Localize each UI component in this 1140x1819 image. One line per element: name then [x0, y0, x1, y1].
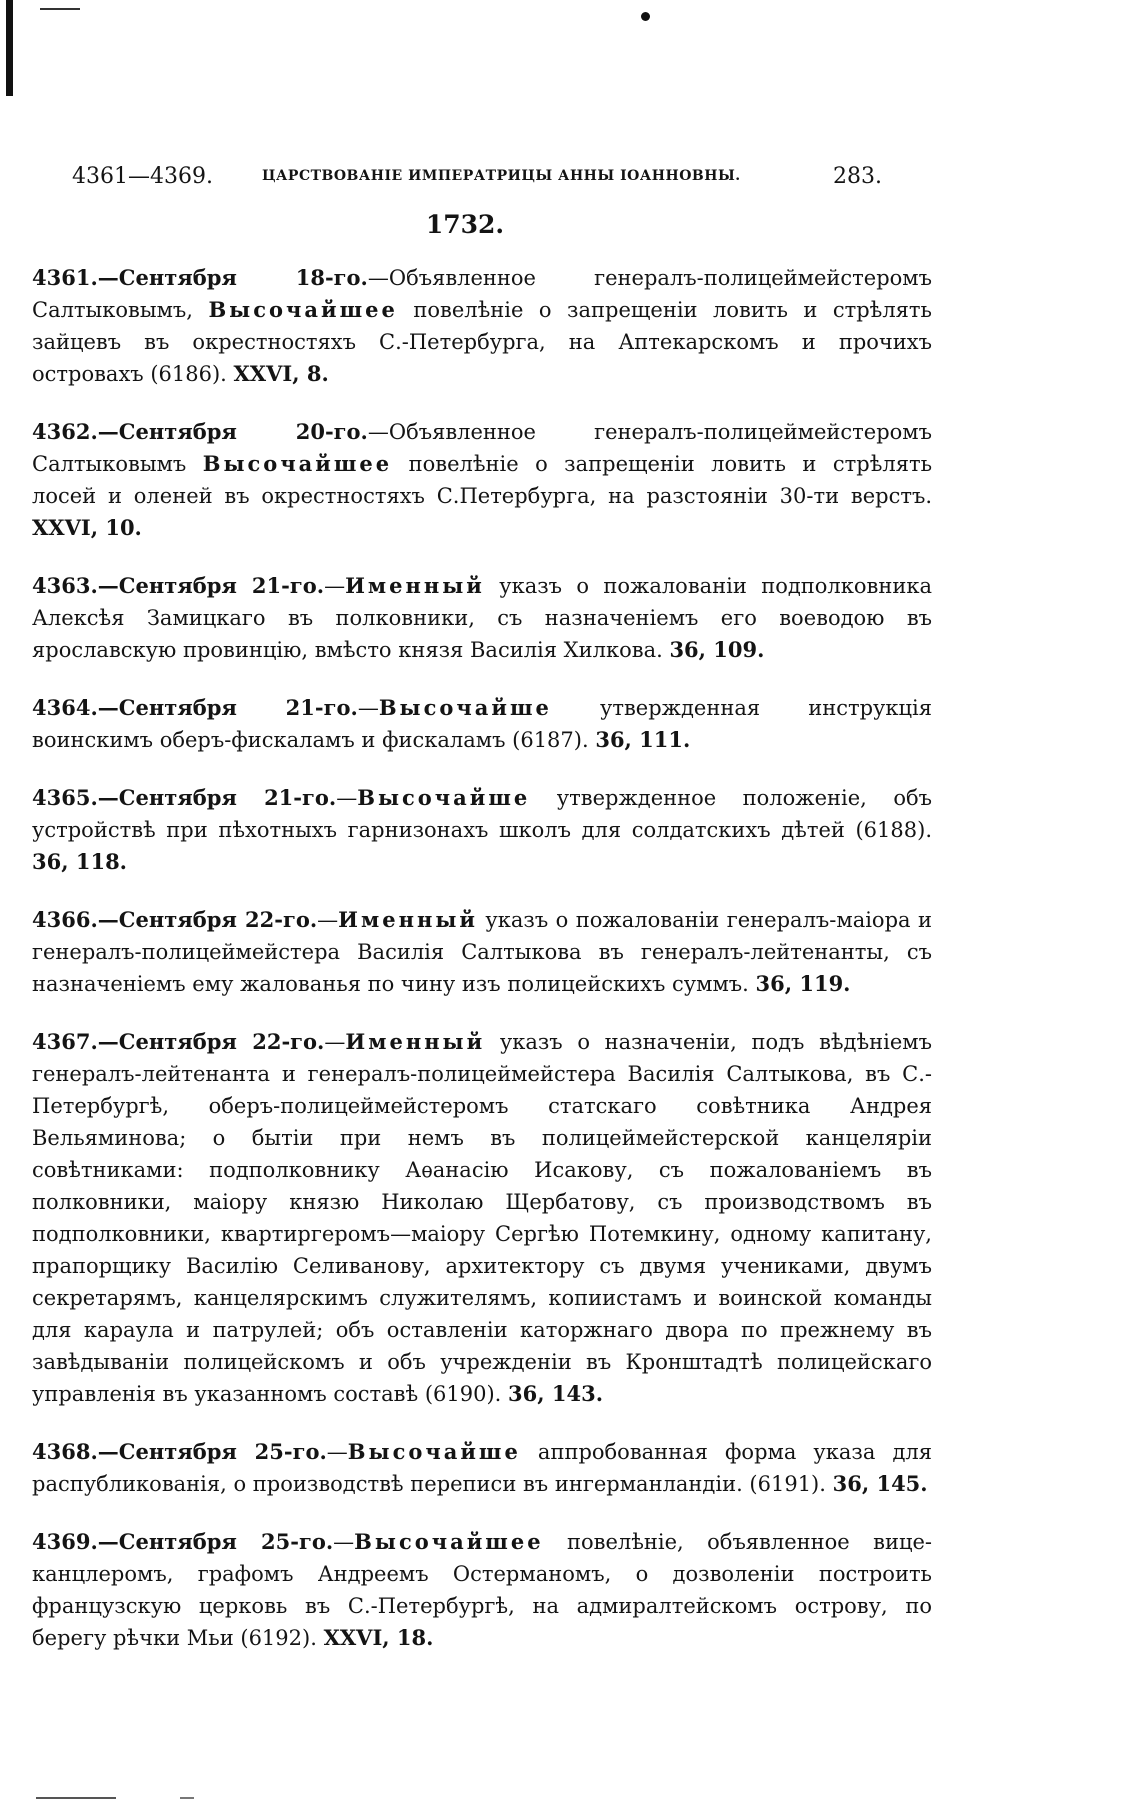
entry-number: 4367.	[32, 1029, 98, 1054]
page-number: 283.	[833, 164, 882, 189]
entry-text: —	[336, 786, 358, 810]
entry-date: —Сентября 20-го.	[97, 419, 368, 444]
entry-date: —Сентября 18-го.	[97, 265, 368, 290]
entry-text: —Объявленное генералъ-полицеймейстеромъ Салтыковымъ	[32, 420, 932, 476]
binding-edge-mark	[6, 0, 13, 96]
entry-spaced-word: Именный	[345, 573, 485, 598]
entry-number: 4361.	[32, 265, 98, 290]
entry-reference: XXVI, 8.	[233, 361, 329, 386]
entry-4363	[32, 570, 932, 666]
entry-date: —Сентября 21-го.	[97, 785, 337, 810]
entry-text: указъ о назначеніи, подъ вѣдѣніемъ генералъ-лейтенанта и генералъ-полицеймейстера Василія Салтыкова, въ С.-Петербургѣ, оберъ-полицеймейстеромъ статскаго совѣтника Андрея Вельяминова; о бытіи при немъ въ полицеймейстерской канцеляріи совѣтниками: подполковнику Аѳанасію Исакову, съ пожалованіемъ въ полковники, маіору князю Николаю Щербатову, съ производствомъ въ подполковники, квартиргеромъ—маіору Сергѣю Потемкину, одному капитану, прапорщику Василію Селиванову, архитектору съ двумя учениками, двумъ секретарямъ, канцелярскимъ служителямъ, копиистамъ и воинской команды для караула и патрулей; объ оставленіи каторжнаго двора по прежнему въ завѣдываніи полицейскомъ и объ учрежденіи въ Кронштадтѣ полицейскаго управленія въ указанномъ составѣ (6190).	[32, 1030, 932, 1406]
entry-text: утвержденная инструкція воинскимъ оберъ-фискаламъ и фискаламъ (6187).	[32, 696, 932, 752]
entry-text: повелѣніе о запрещеніи ловить и стрѣлять лосей и оленей въ окрестностяхъ С.Петербурга, на разстояніи 30-ти верстъ.	[32, 452, 932, 508]
entry-text: —	[324, 1030, 346, 1054]
entry-date: —Сентября 22-го.	[97, 1029, 325, 1054]
entry-reference: XXVI, 10.	[32, 515, 142, 540]
entry-spaced-word: Высочайше	[357, 785, 531, 810]
entry-4361	[32, 262, 932, 390]
entry-reference: 36, 119.	[755, 971, 851, 996]
scan-mark	[180, 1797, 194, 1799]
entry-spaced-word: Высочайше	[378, 695, 552, 720]
scan-mark	[40, 8, 80, 10]
entry-text: —	[317, 908, 339, 932]
entries-list	[32, 262, 932, 1654]
entry-text: аппробованная форма указа для распубликованія, о производствѣ переписи въ ингерманландіи. (6191).	[32, 1440, 932, 1496]
entry-text: повелѣніе, объявленное вице-канцлеромъ, графомъ Андреемъ Остерманомъ, о дозволеніи построить французскую церковь въ С.-Петербургѣ, на адмиралтейскомъ острову, по берегу рѣчки Мьи (6192).	[32, 1530, 932, 1650]
entry-date: —Сентября 21-го.	[97, 573, 325, 598]
entry-text: —	[333, 1530, 355, 1554]
entry-reference: 36, 109.	[669, 637, 765, 662]
entry-4362	[32, 416, 932, 544]
scan-mark	[36, 1797, 116, 1799]
entry-number: 4366.	[32, 907, 98, 932]
entry-date: —Сентября 22-го.	[97, 907, 318, 932]
entry-text: утвержденное положеніе, объ устройствѣ при пѣхотныхъ гарнизонахъ школъ для солдатскихъ дѣтей (6188).	[32, 786, 932, 842]
entry-text: указъ о пожалованіи генералъ-маіора и генералъ-полицеймейстера Василія Салтыкова въ генералъ-лейтенанты, съ назначеніемъ ему жалованья по чину изъ полицейскихъ суммъ.	[32, 908, 932, 996]
entry-text: —Объявленное генералъ-полицеймейстеромъ Салтыковымъ,	[32, 266, 932, 322]
entry-spaced-word: Высочайшее	[354, 1529, 544, 1554]
entry-4365	[32, 782, 932, 878]
entry-reference: XXVI, 18.	[323, 1625, 434, 1650]
entry-text: —	[326, 1440, 348, 1464]
running-header	[72, 160, 882, 196]
entry-text: —	[357, 696, 379, 720]
entry-reference: 36, 118.	[32, 849, 127, 874]
year-heading: 1732.	[425, 210, 505, 239]
entry-number: 4362.	[32, 419, 98, 444]
entry-spaced-word: Именный	[338, 907, 478, 932]
entry-number: 4368.	[32, 1439, 98, 1464]
entry-text: указъ о пожалованіи подполковника Алексѣя Замицкаго въ полковники, съ назначеніемъ его воеводою въ ярославскую провинцію, вмѣсто князя Василія Хилкова.	[32, 574, 933, 662]
entry-reference: 36, 111.	[595, 727, 691, 752]
entry-date: —Сентября 25-го.	[97, 1439, 327, 1464]
entry-spaced-word: Высочайше	[347, 1439, 521, 1464]
entry-reference: 36, 143.	[508, 1381, 604, 1406]
entry-4366	[32, 904, 932, 1000]
entry-4367	[32, 1026, 932, 1410]
entry-number: 4365.	[32, 785, 98, 810]
entry-reference: 36, 145.	[832, 1471, 928, 1496]
entry-spaced-word: Именный	[345, 1029, 486, 1054]
entry-range: 4361—4369.	[72, 164, 213, 189]
entry-4369	[32, 1526, 932, 1654]
entry-spaced-word: Высочайшее	[208, 297, 398, 322]
entry-number: 4363.	[32, 573, 98, 598]
entry-4364	[32, 692, 932, 756]
scan-dot	[641, 12, 650, 21]
entry-4368	[32, 1436, 932, 1500]
entry-spaced-word: Высочайшее	[202, 451, 393, 476]
entry-date: —Сентября 25-го.	[97, 1529, 334, 1554]
entry-number: 4369.	[32, 1529, 98, 1554]
entry-number: 4364.	[32, 695, 98, 720]
entry-date: —Сентября 21-го.	[97, 695, 358, 720]
running-title: ЦАРСТВОВАНІЕ ИМПЕРАТРИЦЫ АННЫ ІОАННОВНЫ.	[262, 168, 741, 184]
entry-text: повелѣніе о запрещеніи ловить и стрѣлять зайцевъ въ окрестностяхъ С.-Петербурга, на Аптекарскомъ и прочихъ островахъ (6186).	[32, 298, 932, 386]
entry-text: —	[324, 574, 346, 598]
